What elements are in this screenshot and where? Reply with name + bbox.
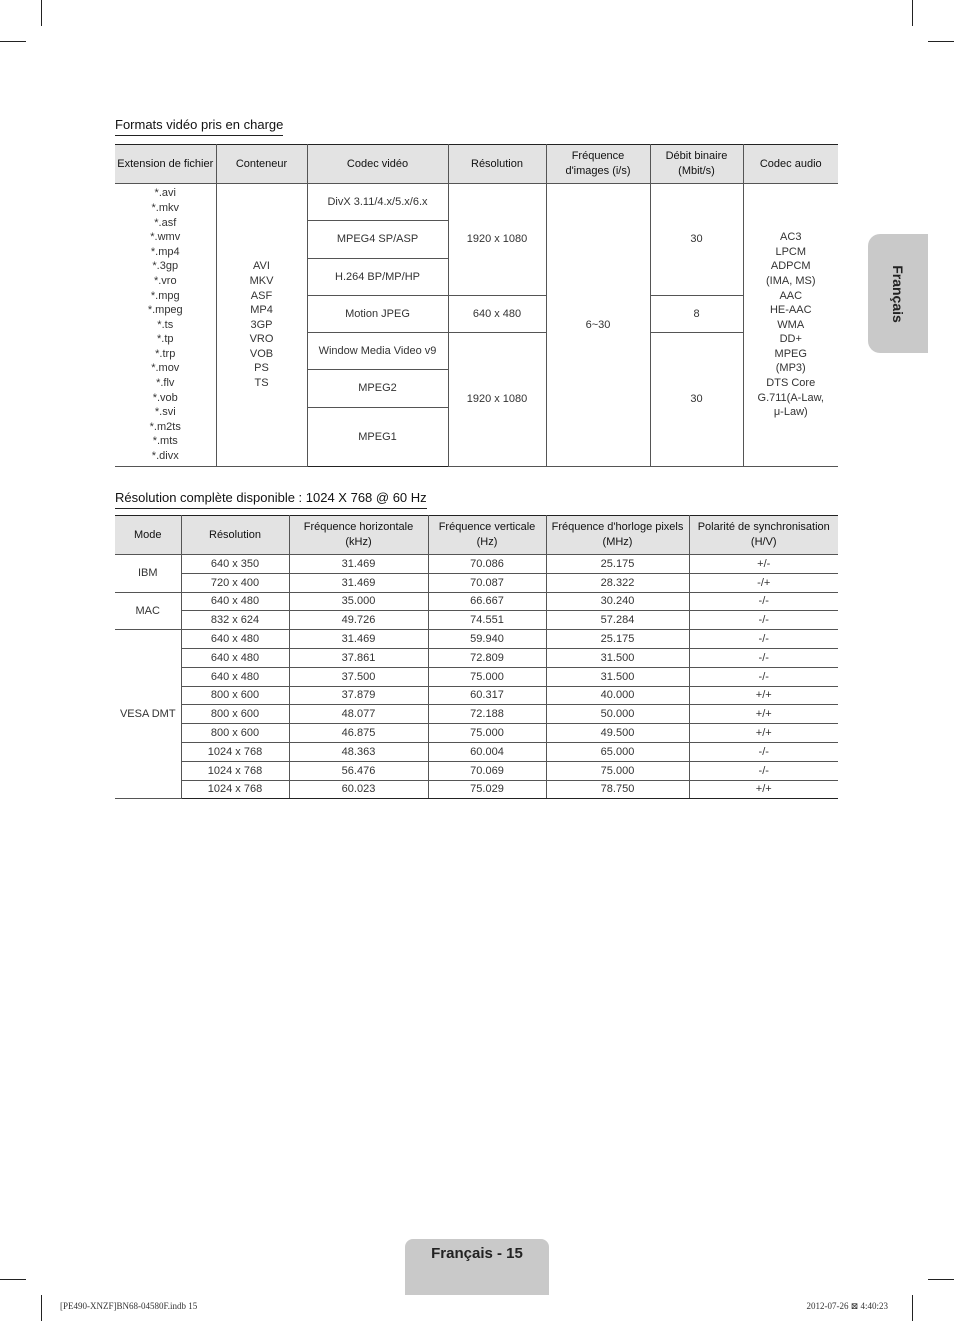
table-row — [115, 555, 838, 574]
crop-mark — [912, 0, 913, 26]
codec-cell: MPEG2 — [307, 370, 448, 408]
table-cell: 1024 x 768 — [181, 761, 289, 780]
resolution-title: Résolution complète disponible : 1024 X 768 @ 60 Hz — [115, 490, 427, 509]
table-cell: 37.879 — [289, 686, 428, 705]
table-cell: 60.317 — [428, 686, 546, 705]
page-number-tab — [405, 1239, 549, 1295]
table-row — [115, 592, 838, 611]
codec-cell: DivX 3.11/4.x/5.x/6.x — [307, 184, 448, 221]
table-row — [115, 630, 838, 649]
table-cell: 31.469 — [289, 555, 428, 574]
framerate-cell: 6~30 — [546, 184, 650, 467]
mode-cell: IBM — [115, 555, 181, 593]
table-cell: -/- — [689, 648, 838, 667]
table-cell: -/- — [689, 761, 838, 780]
table-cell: 46.875 — [289, 724, 428, 743]
col-header-extension: Extension de fichier — [115, 145, 216, 184]
table-cell: 28.322 — [546, 573, 689, 592]
crop-mark — [0, 1279, 26, 1280]
table-cell: 72.188 — [428, 705, 546, 724]
table-cell: 49.500 — [546, 724, 689, 743]
crop-mark — [41, 1295, 42, 1321]
table-cell: 31.469 — [289, 573, 428, 592]
crop-mark — [928, 41, 954, 42]
col-header-container: Conteneur — [216, 145, 307, 184]
table-cell: 75.000 — [546, 761, 689, 780]
table-cell: 25.175 — [546, 555, 689, 574]
table-cell: 65.000 — [546, 742, 689, 761]
table-cell: 800 x 600 — [181, 686, 289, 705]
table-row — [115, 705, 838, 724]
table-cell: 48.077 — [289, 705, 428, 724]
table-cell: 75.000 — [428, 724, 546, 743]
table-cell: 56.476 — [289, 761, 428, 780]
col-header-vertical-freq: Fréquence verticale (Hz) — [428, 516, 546, 555]
table-cell: 50.000 — [546, 705, 689, 724]
table-cell: +/+ — [689, 686, 838, 705]
containers-cell: AVI MKV ASF MP4 3GP VRO VOB PS TS — [216, 184, 307, 467]
table-cell: 70.069 — [428, 761, 546, 780]
audio-codecs-cell: AC3 LPCM ADPCM (IMA, MS) AAC HE-AAC WMA DD+ MPEG (MP3) DTS Core G.711(A-Law, μ-Law) — [743, 184, 838, 467]
col-header-framerate: Fréquence d'images (i/s) — [546, 145, 650, 184]
col-header-horizontal-freq: Fréquence horizontale (kHz) — [289, 516, 428, 555]
table-cell: 48.363 — [289, 742, 428, 761]
col-header-resolution: Résolution — [448, 145, 546, 184]
table-cell: 59.940 — [428, 630, 546, 649]
table-cell: 31.500 — [546, 648, 689, 667]
crop-mark — [928, 1279, 954, 1280]
table-cell: 800 x 600 — [181, 724, 289, 743]
table-cell: 66.667 — [428, 592, 546, 611]
codec-cell: Window Media Video v9 — [307, 333, 448, 370]
table-cell: -/- — [689, 611, 838, 630]
table-cell: 640 x 350 — [181, 555, 289, 574]
video-formats-title: Formats vidéo pris en charge — [115, 117, 283, 136]
col-header-resolution: Résolution — [181, 516, 289, 555]
table-cell: 60.023 — [289, 780, 428, 799]
table-cell: 30.240 — [546, 592, 689, 611]
crop-mark — [912, 1295, 913, 1321]
table-cell: 35.000 — [289, 592, 428, 611]
table-cell: 640 x 480 — [181, 630, 289, 649]
table-cell: 40.000 — [546, 686, 689, 705]
table-cell: 70.087 — [428, 573, 546, 592]
bitrate-cell: 30 — [650, 333, 743, 467]
codec-cell: Motion JPEG — [307, 296, 448, 333]
crop-mark — [41, 0, 42, 26]
language-side-tab — [868, 234, 928, 353]
table-cell: 57.284 — [546, 611, 689, 630]
table-cell: -/- — [689, 630, 838, 649]
table-cell: 72.809 — [428, 648, 546, 667]
mode-cell: VESA DMT — [115, 630, 181, 799]
resolution-table — [115, 515, 838, 799]
table-cell: 800 x 600 — [181, 705, 289, 724]
col-header-video-codec: Codec vidéo — [307, 145, 448, 184]
table-cell: 1024 x 768 — [181, 742, 289, 761]
col-header-sync-polarity: Polarité de synchronisation (H/V) — [689, 516, 838, 555]
table-row — [115, 611, 838, 630]
col-header-audio-codec: Codec audio — [743, 145, 838, 184]
language-side-tab-label: Français — [890, 264, 906, 323]
table-cell: 49.726 — [289, 611, 428, 630]
table-cell: +/+ — [689, 724, 838, 743]
table-row — [115, 573, 838, 592]
table-row — [115, 742, 838, 761]
table-row — [115, 761, 838, 780]
table-row — [115, 686, 838, 705]
table-cell: 640 x 480 — [181, 592, 289, 611]
table-cell: 60.004 — [428, 742, 546, 761]
extensions-cell: *.avi *.mkv *.asf *.wmv *.mp4 *.3gp *.vro *.mpg *.mpeg *.ts *.tp *.trp *.mov *.flv *.vob *.svi *.m2ts *.mts *.divx — [115, 184, 216, 467]
table-cell: 78.750 — [546, 780, 689, 799]
col-header-pixel-clock: Fréquence d'horloge pixels (MHz) — [546, 516, 689, 555]
bitrate-cell: 8 — [650, 296, 743, 333]
table-cell: 31.500 — [546, 667, 689, 686]
table-cell: 75.000 — [428, 667, 546, 686]
table-cell: -/- — [689, 592, 838, 611]
table-row — [115, 648, 838, 667]
codec-cell: MPEG4 SP/ASP — [307, 221, 448, 259]
resolution-cell: 1920 x 1080 — [448, 184, 546, 296]
table-cell: 75.029 — [428, 780, 546, 799]
table-row — [115, 780, 838, 799]
table-cell: +/+ — [689, 780, 838, 799]
table-cell: 37.861 — [289, 648, 428, 667]
table-cell: 37.500 — [289, 667, 428, 686]
table-row — [115, 667, 838, 686]
table-cell: +/+ — [689, 705, 838, 724]
table-cell: 640 x 480 — [181, 667, 289, 686]
codec-cell: H.264 BP/MP/HP — [307, 259, 448, 296]
table-cell: 1024 x 768 — [181, 780, 289, 799]
table-cell: -/- — [689, 667, 838, 686]
table-cell: 25.175 — [546, 630, 689, 649]
table-cell: -/+ — [689, 573, 838, 592]
col-header-mode: Mode — [115, 516, 181, 555]
table-cell: +/- — [689, 555, 838, 574]
table-cell: 74.551 — [428, 611, 546, 630]
print-footer-file: [PE490-XNZF]BN68-04580F.indb 15 — [60, 1301, 198, 1311]
col-header-bitrate: Débit binaire (Mbit/s) — [650, 145, 743, 184]
crop-mark — [0, 41, 26, 42]
mode-cell: MAC — [115, 592, 181, 630]
table-cell: 720 x 400 — [181, 573, 289, 592]
bitrate-cell: 30 — [650, 184, 743, 296]
table-cell: 832 x 624 — [181, 611, 289, 630]
table-cell: 70.086 — [428, 555, 546, 574]
page-number-label: Français - 15 — [431, 1245, 523, 1262]
print-footer-timestamp: 2012-07-26 ⊠ 4:40:23 — [806, 1301, 888, 1311]
table-cell: 640 x 480 — [181, 648, 289, 667]
table-cell: 31.469 — [289, 630, 428, 649]
table-row — [115, 724, 838, 743]
resolution-cell: 1920 x 1080 — [448, 333, 546, 467]
codec-cell: MPEG1 — [307, 408, 448, 467]
resolution-cell: 640 x 480 — [448, 296, 546, 333]
table-cell: -/- — [689, 742, 838, 761]
video-formats-table — [115, 144, 838, 467]
